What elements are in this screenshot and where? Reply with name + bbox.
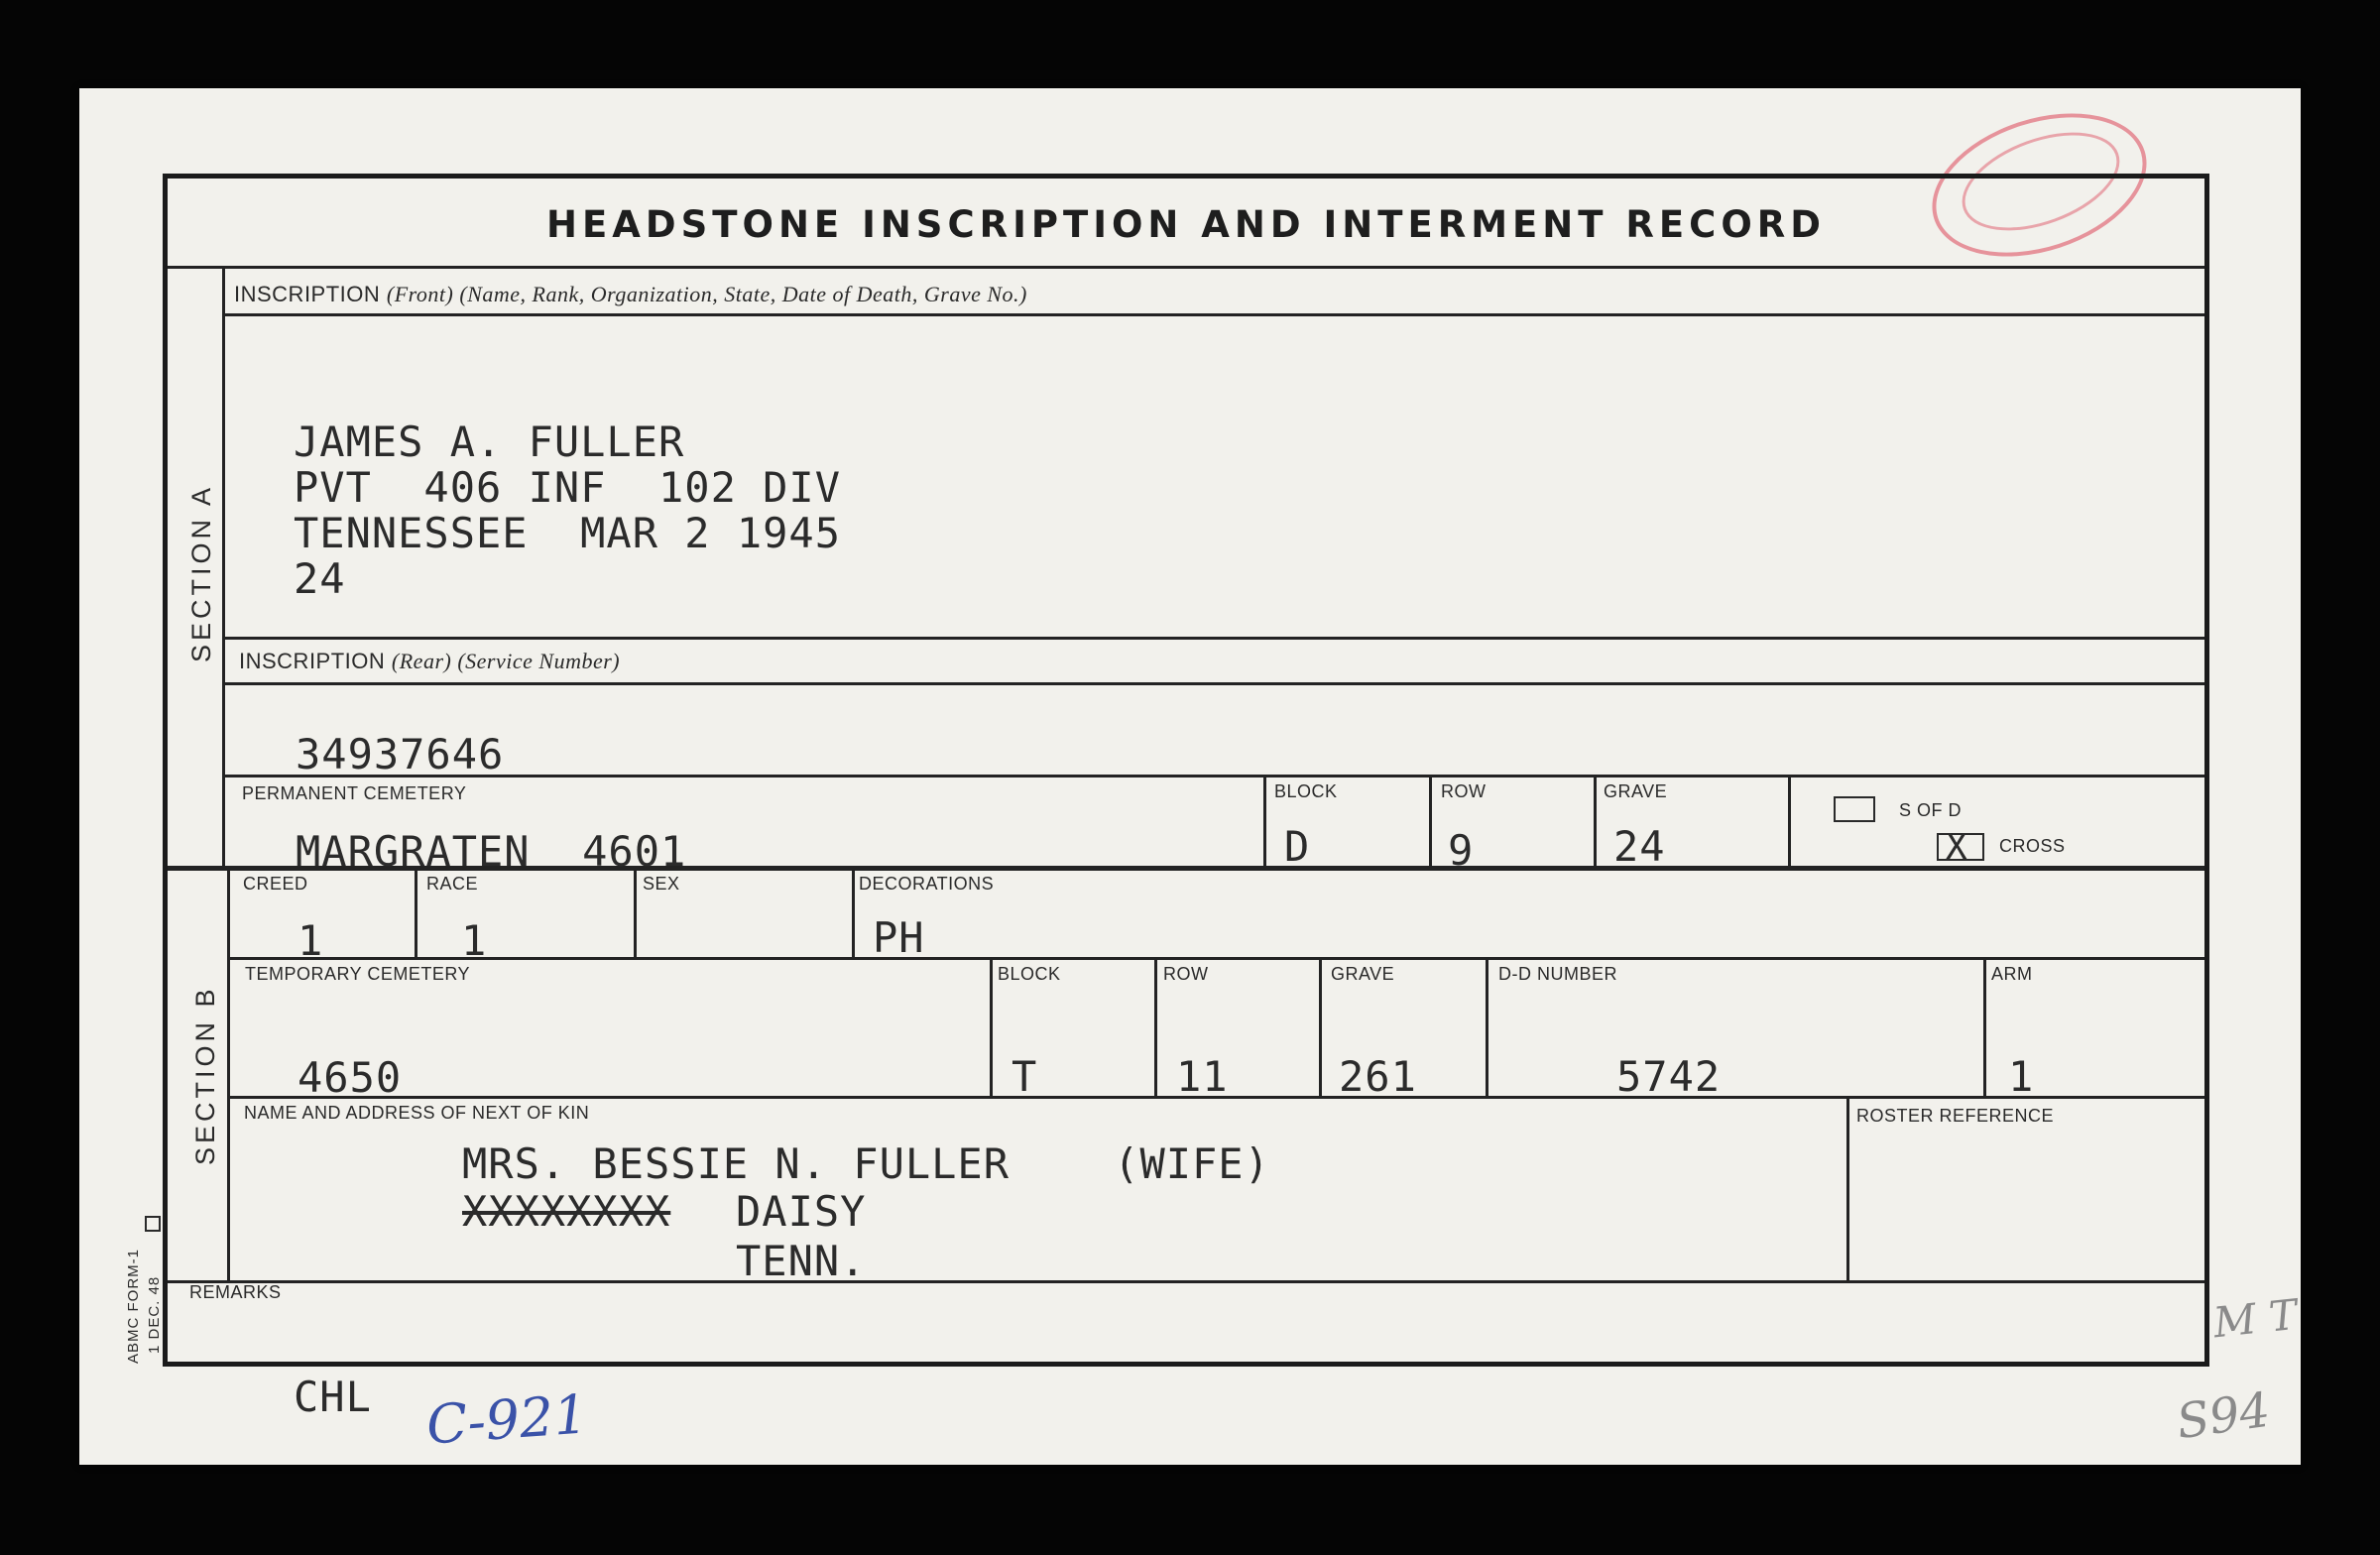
decorations-divider (852, 866, 855, 957)
decorations-value: PH (873, 913, 925, 962)
creed-label: CREED (243, 874, 308, 894)
permanent-cemetery-value: MARGRATEN 4601 (296, 827, 687, 876)
dd-number-value: 5742 (1616, 1052, 1722, 1101)
s-of-d-checkbox (1834, 796, 1875, 822)
form-checkbox (145, 1216, 161, 1232)
form-date-label: 1 DEC. 48 (146, 1275, 163, 1354)
temp-block-label: BLOCK (998, 964, 1061, 984)
inscription-rear-detail: (Rear) (Service Number) (391, 649, 621, 673)
inscription-front-title: INSCRIPTION (234, 282, 381, 306)
roster-divider (1846, 1096, 1849, 1280)
next-of-kin-struck: XXXXXXXX (462, 1187, 671, 1236)
line-temp-top (228, 957, 2204, 960)
roster-reference-label: ROSTER REFERENCE (1856, 1106, 2055, 1126)
s-of-d-label: S OF D (1899, 800, 1963, 820)
perm-row-value: 9 (1448, 826, 1475, 875)
permanent-cemetery-label: PERMANENT CEMETERY (242, 783, 467, 803)
sex-divider (634, 866, 637, 957)
perm-grave-divider (1594, 775, 1597, 866)
dd-number-divider (1486, 957, 1488, 1096)
line-front-label (224, 313, 2204, 316)
temp-grave-divider (1319, 957, 1322, 1096)
inscription-rear-title: INSCRIPTION (239, 649, 386, 673)
line-rear-label (224, 682, 2204, 685)
perm-block-label: BLOCK (1274, 781, 1338, 801)
perm-block-divider (1263, 775, 1266, 866)
line-under-title (168, 266, 2204, 269)
section-a-label: SECTION A (186, 483, 216, 662)
handwritten-code: C-921 (424, 1382, 590, 1457)
next-of-kin-line-2: DAISY (736, 1187, 867, 1236)
next-of-kin-line-1: MRS. BESSIE N. FULLER (WIFE) (462, 1139, 1270, 1188)
inscription-line-2: PVT 406 INF 102 DIV (294, 463, 842, 512)
section-a-divider (222, 268, 225, 866)
section-b-divider (227, 868, 230, 1280)
creed-value: 1 (298, 916, 324, 965)
form-id-label: ABMC FORM-1 (125, 1249, 142, 1364)
decorations-label: DECORATIONS (859, 874, 995, 894)
perm-grave-value: 24 (1613, 822, 1666, 871)
dd-number-label: D-D NUMBER (1498, 964, 1617, 984)
sex-label: SEX (643, 874, 680, 894)
temp-row-divider (1154, 957, 1157, 1096)
inscription-line-4: 24 (294, 554, 346, 603)
section-b-label: SECTION B (190, 985, 220, 1165)
cross-mark: X (1946, 827, 1968, 868)
perm-block-value: D (1284, 822, 1311, 871)
inscription-rear-label (239, 649, 620, 674)
line-remarks-top (168, 1280, 2204, 1283)
next-of-kin-label: NAME AND ADDRESS OF NEXT OF KIN (244, 1103, 590, 1123)
temp-row-label: ROW (1163, 964, 1209, 984)
form-title: HEADSTONE INSCRIPTION AND INTERMENT RECORD (546, 203, 1826, 246)
race-label: RACE (426, 874, 479, 894)
temporary-cemetery-label: TEMPORARY CEMETERY (245, 964, 471, 984)
arm-label: ARM (1991, 964, 2033, 984)
remarks-label: REMARKS (189, 1282, 282, 1302)
temporary-cemetery-value: 4650 (298, 1053, 403, 1102)
perm-grave-label: GRAVE (1604, 781, 1668, 801)
temp-grave-value: 261 (1339, 1052, 1417, 1101)
temp-block-divider (990, 957, 993, 1096)
arm-value: 1 (2008, 1052, 2035, 1101)
inscription-line-3: TENNESSEE MAR 2 1945 (294, 509, 842, 557)
arm-divider (1983, 957, 1986, 1096)
line-rear-top (224, 637, 2204, 640)
service-number: 34937646 (296, 730, 505, 778)
temp-row-value: 11 (1176, 1052, 1229, 1101)
perm-row-divider (1429, 775, 1432, 866)
race-divider (415, 866, 417, 957)
margin-note-2: S94 (2173, 1381, 2274, 1451)
margin-note: M T (2210, 1289, 2300, 1348)
next-of-kin-line-3: TENN. (736, 1237, 867, 1285)
temp-grave-label: GRAVE (1331, 964, 1395, 984)
inscription-line-1: JAMES A. FULLER (294, 418, 685, 466)
cross-label: CROSS (1999, 836, 2066, 856)
perm-marker-divider (1788, 775, 1791, 866)
inscription-front-detail: (Front) (Name, Rank, Organization, State, Date of Death, Grave No.) (386, 282, 1027, 306)
race-value: 1 (461, 916, 488, 965)
temp-block-value: T (1012, 1052, 1038, 1101)
bottom-code: CHL (294, 1373, 372, 1421)
perm-row-label: ROW (1441, 781, 1487, 801)
line-perm-top (224, 775, 2204, 778)
inscription-front-label (234, 282, 1027, 307)
